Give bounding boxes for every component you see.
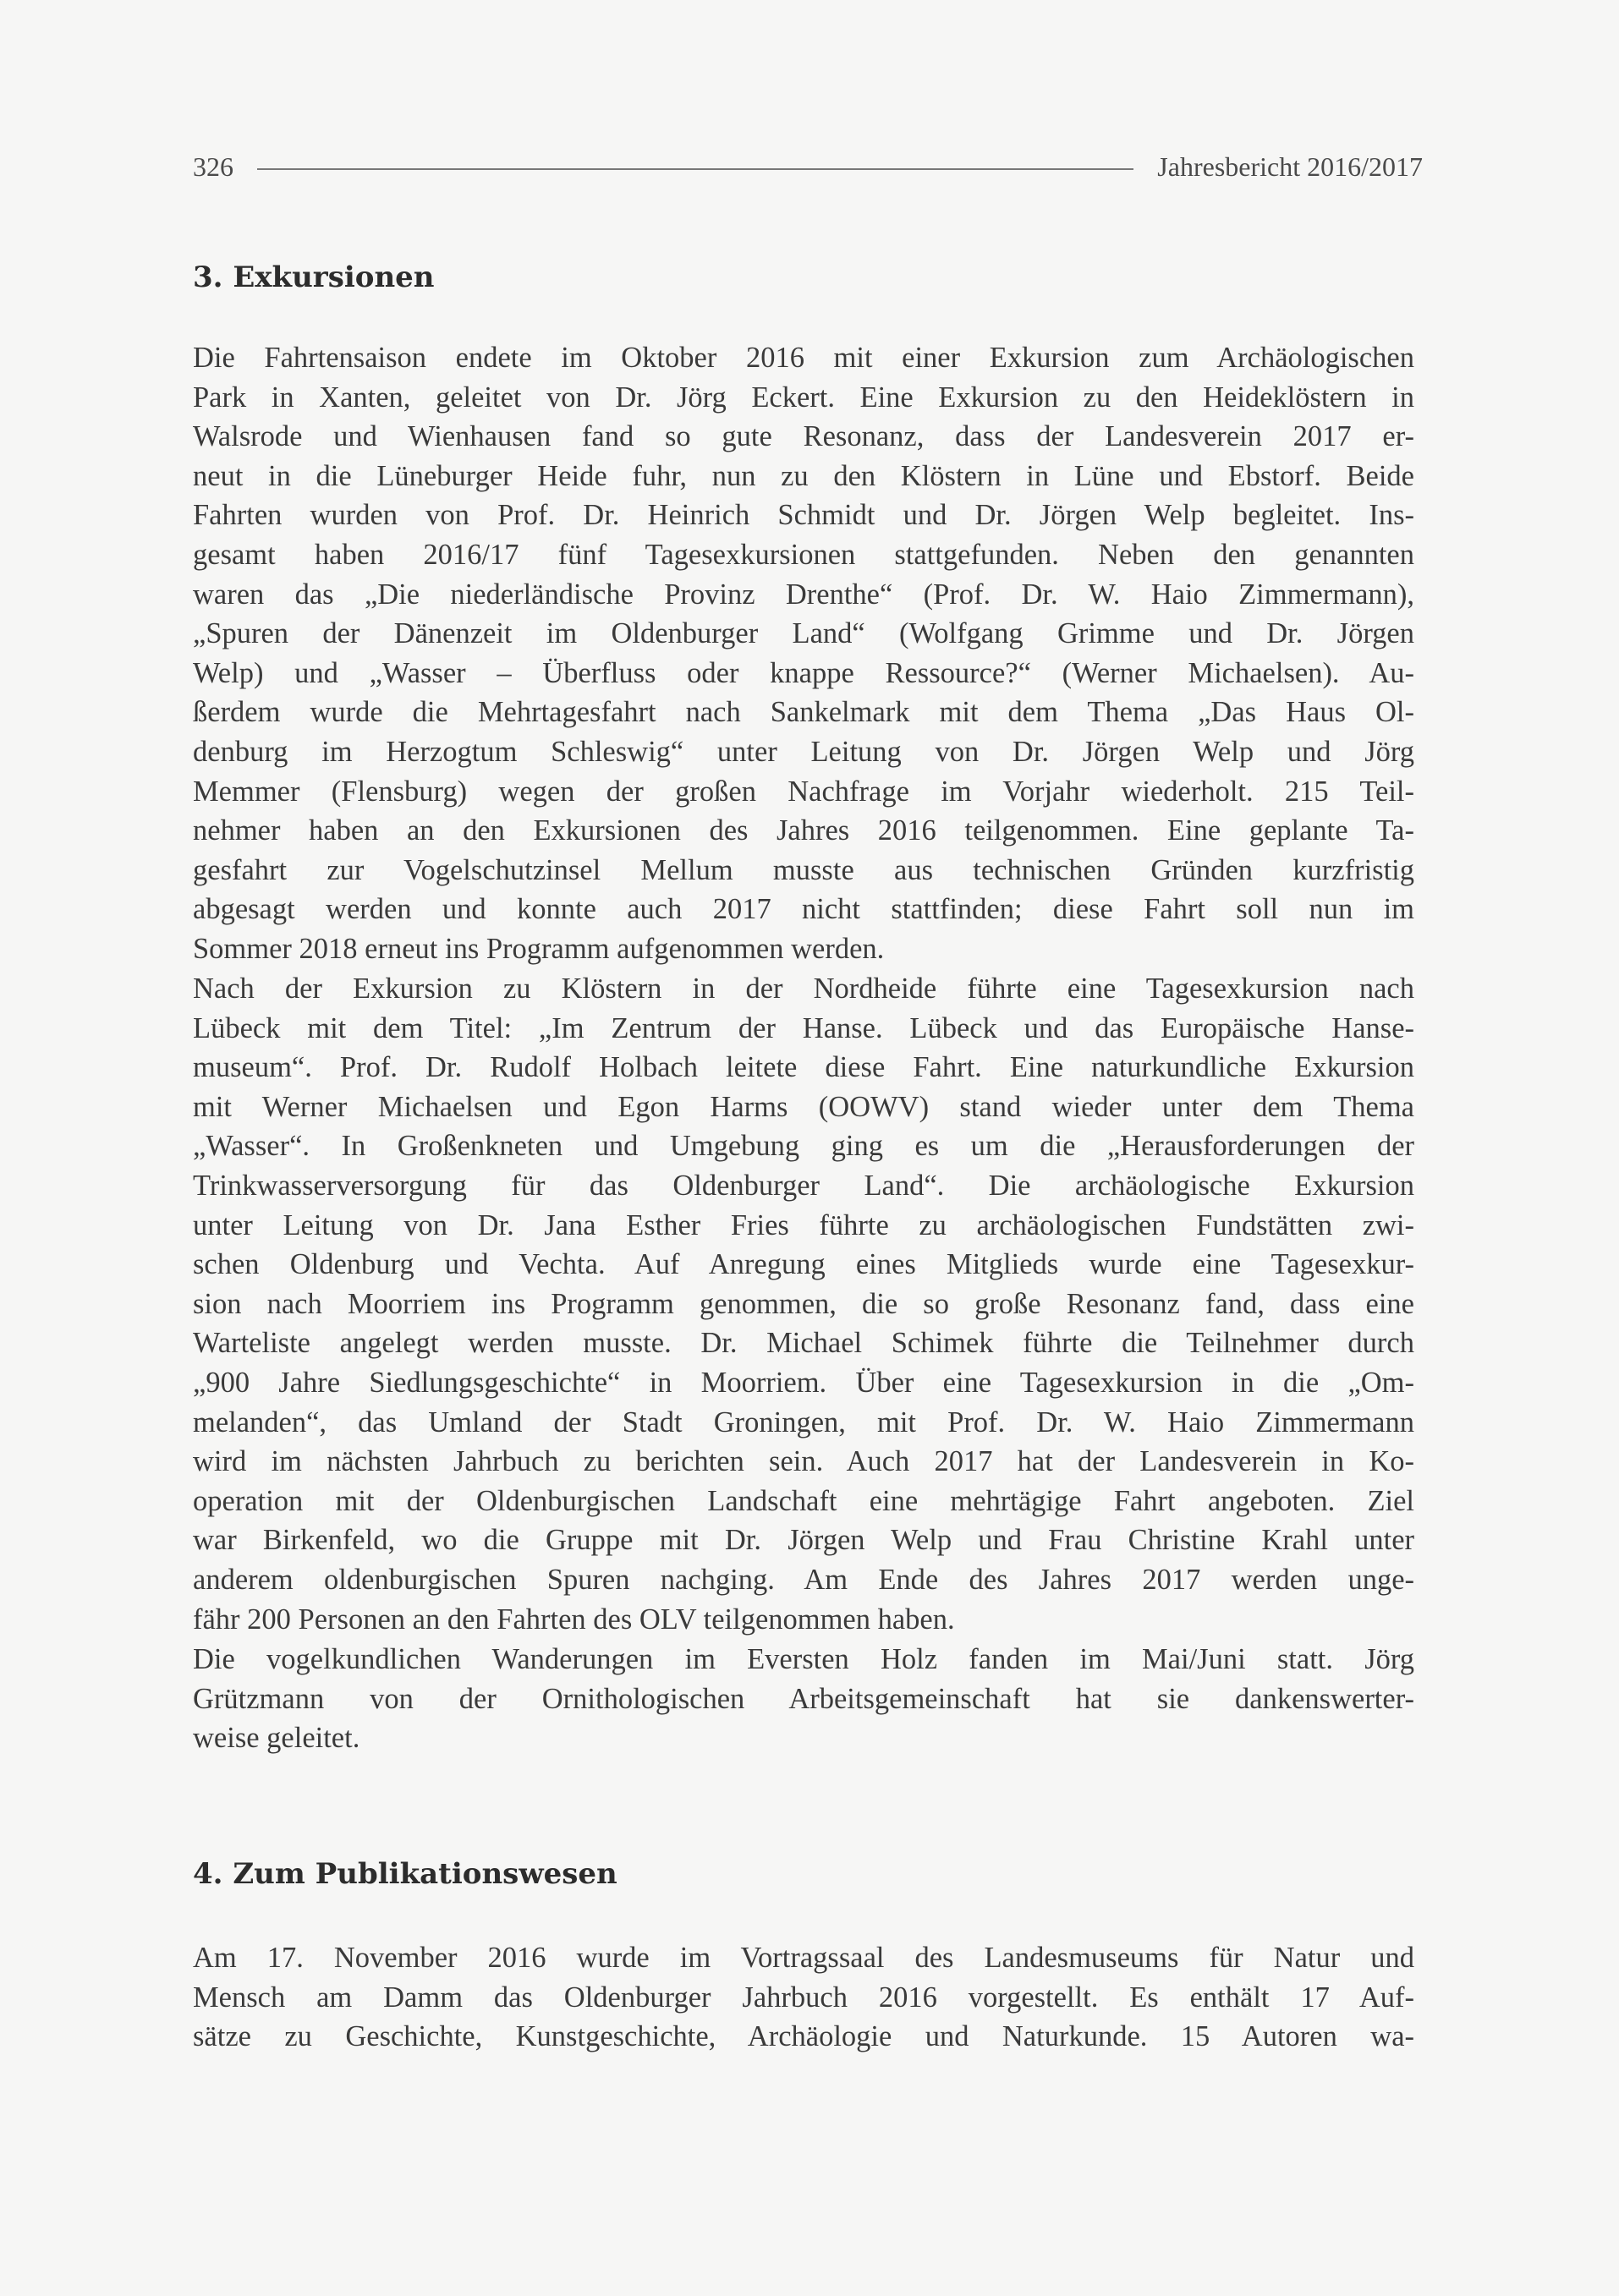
text-line: melanden“, das Umland der Stadt Groningen, mit Prof. Dr. W. Haio Zimmermann bbox=[193, 1406, 1414, 1438]
text-line: war Birkenfeld, wo die Gruppe mit Dr. Jörgen Welp und Frau Christine Krahl unter bbox=[193, 1524, 1414, 1557]
text-line: Mensch am Damm das Oldenburger Jahrbuch 2016 vorgestellt. Es enthält 17 Auf- bbox=[193, 1981, 1414, 2014]
text-line: anderem oldenburgischen Spuren nachging. Am Ende des Jahres 2017 werden unge- bbox=[193, 1563, 1414, 1596]
text-line: sätze zu Geschichte, Kunstgeschichte, Archäologie und Naturkunde. 15 Autoren wa- bbox=[193, 2020, 1414, 2053]
text-line: schen Oldenburg und Vechta. Auf Anregung eines Mitglieds wurde eine Tagesexkur- bbox=[193, 1248, 1414, 1281]
text-line: Am 17. November 2016 wurde im Vortragssaal des Landesmuseums für Natur und bbox=[193, 1942, 1414, 1974]
text-line: Fahrten wurden von Prof. Dr. Heinrich Schmidt und Dr. Jörgen Welp begleitet. Ins- bbox=[193, 499, 1414, 532]
header-rule bbox=[257, 168, 1133, 170]
text-line: abgesagt werden und konnte auch 2017 nicht stattfinden; diese Fahrt soll nun im bbox=[193, 893, 1414, 926]
section-heading-publikationswesen: 4. Zum Publikationswesen bbox=[193, 1857, 617, 1891]
text-line: „900 Jahre Siedlungsgeschichte“ in Moorriem. Über eine Tagesexkursion in die „Om- bbox=[193, 1366, 1414, 1399]
text-line: Lübeck mit dem Titel: „Im Zentrum der Hanse. Lübeck und das Europäische Hanse- bbox=[193, 1011, 1414, 1044]
paragraph-exkursionen-2 bbox=[193, 969, 1414, 1639]
page-number: 326 bbox=[193, 151, 233, 182]
text-line: gesfahrt zur Vogelschutzinsel Mellum musste aus technischen Gründen kurzfristig bbox=[193, 853, 1414, 886]
text-line: Walsrode und Wienhausen fand so gute Resonanz, dass der Landesverein 2017 er- bbox=[193, 420, 1414, 453]
text-line: weise geleitet. bbox=[193, 1722, 360, 1755]
text-line: nehmer haben an den Exkursionen des Jahres 2016 teilgenommen. Eine geplante Ta- bbox=[193, 814, 1414, 847]
text-line: wird im nächsten Jahrbuch zu berichten sein. Auch 2017 hat der Landesverein in Ko- bbox=[193, 1445, 1414, 1478]
text-line: „Wasser“. In Großenkneten und Umgebung ging es um die „Herausforderungen der bbox=[193, 1130, 1414, 1163]
text-line: „Spuren der Dänenzeit im Oldenburger Land“ (Wolfgang Grimme und Dr. Jörgen bbox=[193, 617, 1414, 650]
paragraph-publikationswesen-1 bbox=[193, 1938, 1414, 2057]
text-line: Sommer 2018 erneut ins Programm aufgenommen werden. bbox=[193, 932, 885, 965]
text-line: Die vogelkundlichen Wanderungen im Eversten Holz fanden im Mai/Juni statt. Jörg bbox=[193, 1643, 1414, 1675]
text-line: museum“. Prof. Dr. Rudolf Holbach leitete diese Fahrt. Eine naturkundliche Exkursion bbox=[193, 1051, 1414, 1084]
text-line: Welp) und „Wasser – Überfluss oder knappe Ressource?“ (Werner Michaelsen). Au- bbox=[193, 656, 1414, 689]
paragraph-exkursionen-1 bbox=[193, 338, 1414, 969]
text-line: Nach der Exkursion zu Klöstern in der Nordheide führte eine Tagesexkursion nach bbox=[193, 973, 1414, 1005]
section-heading-exkursionen: 3. Exkursionen bbox=[193, 260, 435, 294]
text-line: denburg im Herzogtum Schleswig“ unter Leitung von Dr. Jörgen Welp und Jörg bbox=[193, 735, 1414, 768]
text-line: fähr 200 Personen an den Fahrten des OLV teilgenommen haben. bbox=[193, 1603, 955, 1636]
text-line: neut in die Lüneburger Heide fuhr, nun zu den Klöstern in Lüne und Ebstorf. Beide bbox=[193, 459, 1414, 492]
text-line: Grützmann von der Ornithologischen Arbeitsgemeinschaft hat sie dankenswerter- bbox=[193, 1682, 1414, 1715]
text-line: gesamt haben 2016/17 fünf Tagesexkursionen stattgefunden. Neben den genannten bbox=[193, 538, 1414, 571]
text-line: Die Fahrtensaison endete im Oktober 2016 mit einer Exkursion zum Archäologischen bbox=[193, 342, 1414, 374]
text-line: waren das „Die niederländische Provinz Drenthe“ (Prof. Dr. W. Haio Zimmermann), bbox=[193, 578, 1414, 611]
text-line: mit Werner Michaelsen und Egon Harms (OOWV) stand wieder unter dem Thema bbox=[193, 1090, 1414, 1123]
text-line: Memmer (Flensburg) wegen der großen Nachfrage im Vorjahr wiederholt. 215 Teil- bbox=[193, 775, 1414, 808]
text-line: ßerdem wurde die Mehrtagesfahrt nach Sankelmark mit dem Thema „Das Haus Ol- bbox=[193, 696, 1414, 729]
text-line: Park in Xanten, geleitet von Dr. Jörg Eckert. Eine Exkursion zu den Heideklöstern in bbox=[193, 381, 1414, 414]
running-title: Jahresbericht 2016/2017 bbox=[1157, 151, 1423, 182]
text-line: sion nach Moorriem ins Programm genommen, die so große Resonanz fand, dass eine bbox=[193, 1287, 1414, 1320]
text-line: unter Leitung von Dr. Jana Esther Fries führte zu archäologischen Fundstätten zwi- bbox=[193, 1208, 1414, 1241]
text-line: Trinkwasserversorgung für das Oldenburger Land“. Die archäologische Exkursion bbox=[193, 1169, 1414, 1202]
text-line: operation mit der Oldenburgischen Landschaft eine mehrtägige Fahrt angeboten. Ziel bbox=[193, 1484, 1414, 1517]
paragraph-exkursionen-3 bbox=[193, 1640, 1414, 1758]
text-line: Warteliste angelegt werden musste. Dr. Michael Schimek führte die Teilnehmer durch bbox=[193, 1327, 1414, 1360]
running-header bbox=[193, 145, 1423, 188]
